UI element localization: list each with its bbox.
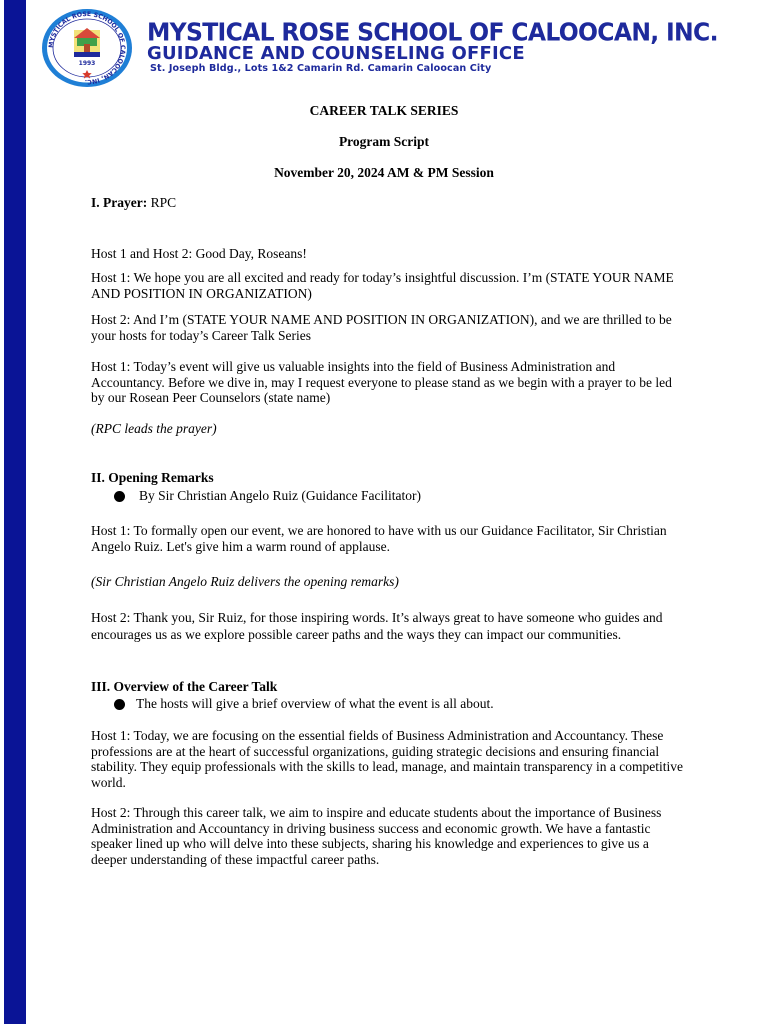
office-name: GUIDANCE AND COUNSELING OFFICE [147,43,525,64]
paragraph: Host 2: Thank you, Sir Ruiz, for those inspiring words. It’s always great to have someone who guides and encourages us as we explore possible career paths and the ways they can impact our communities. [91,610,663,642]
paragraph: Host 1 and Host 2: Good Day, Roseans! [91,246,307,261]
paragraph: Host 2: Through this career talk, we aim to inspire and educate students about the importance of Business Administration and Accountancy in driving business success and economic growth. We have a fantastic speaker lined up who will delve into these subjects, sharing his knowledge and experiences to give us a deeper understanding of these impactful career paths. [91,805,662,867]
paragraph: Host 2: And I’m (STATE YOUR NAME AND POSITION IN ORGANIZATION), and we are thrilled to be your hosts for today’s Career Talk Series [91,312,672,343]
school-address: St. Joseph Bldg., Lots 1&2 Camarin Rd. Camarin Caloocan City [150,63,492,74]
section-heading: II. Opening Remarks [91,470,214,485]
paragraph: Host 1: We hope you are all excited and ready for today’s insightful discussion. I’m (STATE YOUR NAME AND POSITION IN ORGANIZATION) [91,270,674,301]
paragraph: Host 1: Today’s event will give us valuable insights into the field of Business Administration and Accountancy. Before we dive in, may I request everyone to please stand as we begin with a prayer to be led by our Rosean Peer Counselors (state name) [91,359,672,405]
paragraph: Host 1: To formally open our event, we are honored to have with us our Guidance Facilitator, Sir Christian Angelo Ruiz. Let's give him a warm round of applause. [91,523,667,554]
stage-direction: (RPC leads the prayer) [91,421,217,436]
section-heading: III. Overview of the Career Talk [91,679,278,694]
section-heading: I. Prayer: [91,195,148,210]
school-name: MYSTICAL ROSE SCHOOL OF CALOOCAN, INC. [147,17,718,47]
section-prayer [91,195,683,211]
svg-text:MYSTICAL ROSE SCHOOL OF CALOOC: MYSTICAL ROSE SCHOOL OF CALOOCAN, INC. [47,10,127,86]
bullet-icon [114,491,125,502]
section-value: RPC [150,195,177,210]
bullet-item: By Sir Christian Angelo Ruiz (Guidance Facilitator) [139,488,421,503]
bullet-item: The hosts will give a brief overview of what the event is all about. [136,696,494,711]
document-title: CAREER TALK SERIES [309,103,459,118]
document-subtitle: Program Script [338,134,430,149]
document-date: November 20, 2024 AM & PM Session [274,165,494,180]
stage-direction: (Sir Christian Angelo Ruiz delivers the opening remarks) [91,574,399,589]
svg-text:1993: 1993 [78,60,96,67]
bullet-icon [114,699,125,710]
paragraph: Host 1: Today, we are focusing on the essential fields of Business Administration and Accountancy. These professions are at the heart of successful organizations, guiding strategic decisions and ensuring financial stability. They equip professionals with the skills to lead, manage, and maintain transparency in a competitive world. [91,728,683,790]
side-color-bar [4,0,26,1024]
school-seal-logo [41,8,133,88]
